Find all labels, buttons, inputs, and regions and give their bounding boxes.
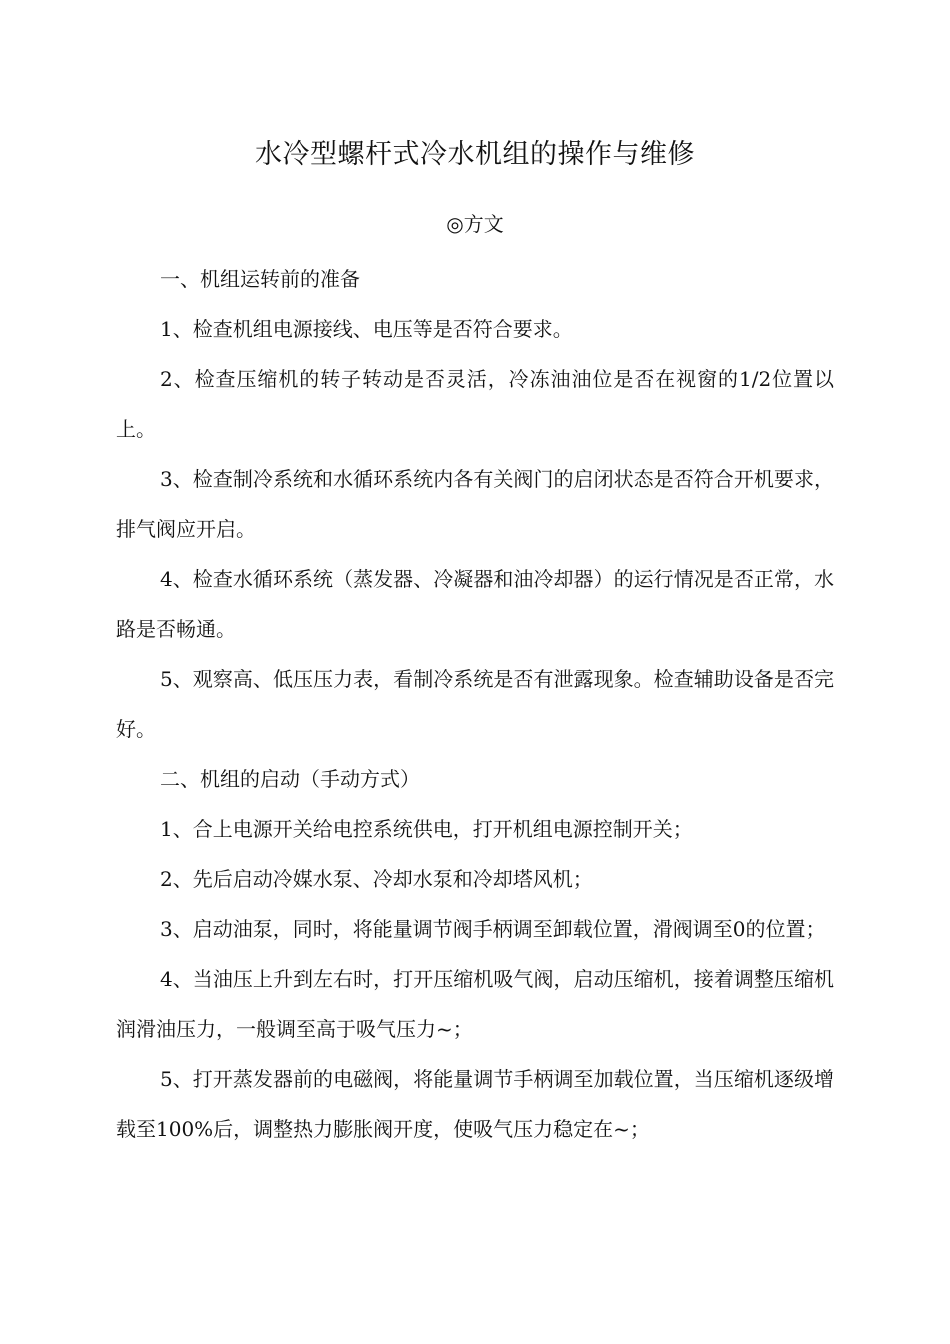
paragraph: 2、先后启动冷媒水泵、冷却水泵和冷却塔风机； [160, 867, 593, 891]
paragraph: 1、检查机组电源接线、电压等是否符合要求。 [160, 317, 573, 341]
paragraph: 4、检查水循环系统（蒸发器、冷凝器和油冷却器）的运行情况是否正常，水路是否畅通。 [116, 567, 834, 641]
paragraph: 4、当油压上升到左右时，打开压缩机吸气阀，启动压缩机，接着调整压缩机润滑油压力，一般调至高于吸气压力~； [116, 967, 834, 1041]
paragraph: 1、合上电源开关给电控系统供电，打开机组电源控制开关； [160, 817, 693, 841]
document-body [116, 254, 834, 1154]
paragraph: 5、观察高、低压压力表，看制冷系统是否有泄露现象。检查辅助设备是否完好。 [116, 667, 834, 741]
paragraph: 5、打开蒸发器前的电磁阀，将能量调节手柄调至加载位置，当压缩机逐级增载至100%后，调整热力膨胀阀开度，使吸气压力稳定在~； [116, 1067, 834, 1141]
section-heading-preparation: 一、机组运转前的准备 [160, 267, 360, 291]
section-heading-startup: 二、机组的启动（手动方式） [160, 767, 420, 791]
document-author: ◎方文 [446, 212, 504, 236]
paragraph: 3、启动油泵，同时，将能量调节阀手柄调至卸载位置，滑阀调至0的位置； [160, 917, 826, 941]
paragraph: 2、检查压缩机的转子转动是否灵活，冷冻油油位是否在视窗的1/2位置以上。 [116, 367, 834, 441]
document-title: 水冷型螺杆式冷水机组的操作与维修 [255, 139, 695, 170]
paragraph: 3、检查制冷系统和水循环系统内各有关阀门的启闭状态是否符合开机要求，排气阀应开启。 [116, 467, 834, 541]
